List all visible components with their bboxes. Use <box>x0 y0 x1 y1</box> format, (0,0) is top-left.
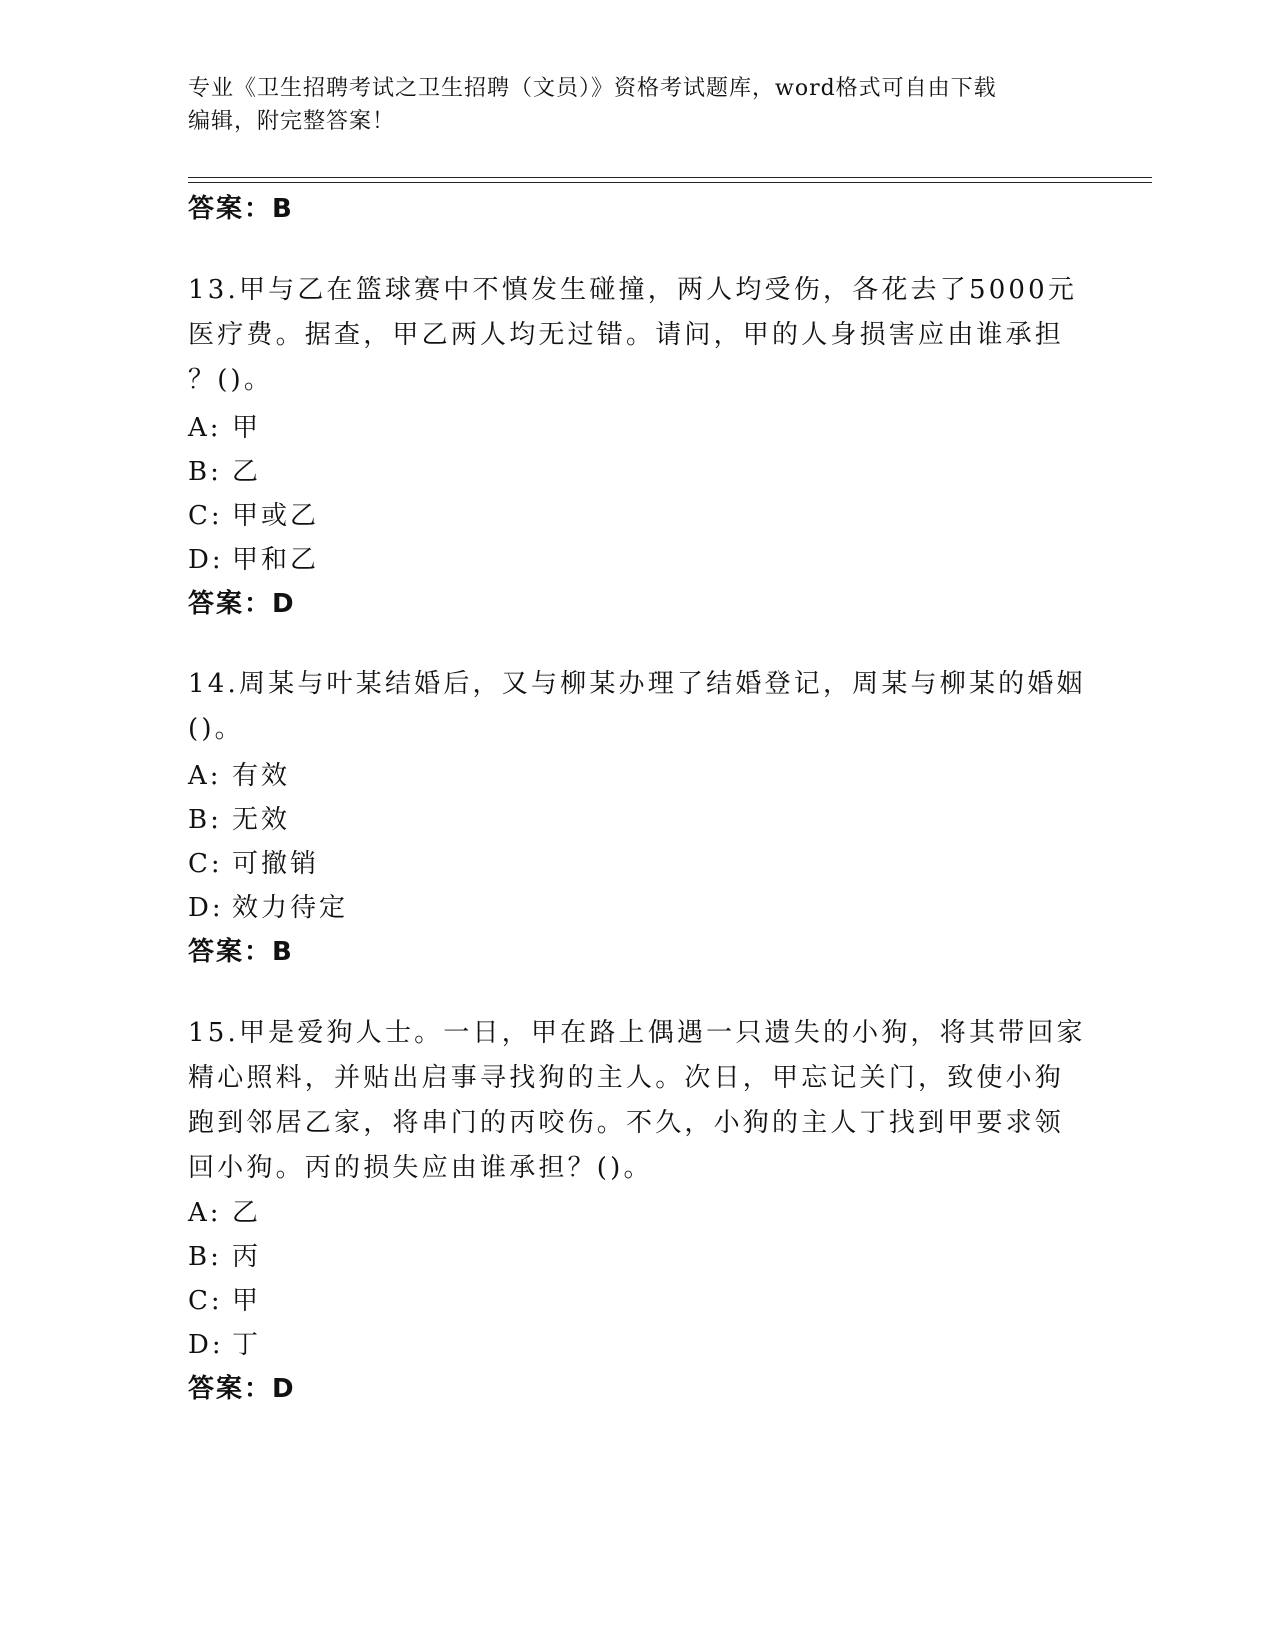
option-a: A: 乙 <box>188 1198 262 1228</box>
option-c: C: 甲或乙 <box>188 501 320 531</box>
question-15 <box>188 1011 1088 1191</box>
question-line: 14.周某与叶某结婚后，又与柳某办理了结婚登记，周某与柳某的婚姻 <box>188 669 1086 699</box>
option-c: C: 甲 <box>188 1286 262 1316</box>
option-a: A: 有效 <box>188 761 291 791</box>
answer-15: 答案：D <box>188 1374 296 1404</box>
question-line: ？()。 <box>188 365 274 395</box>
question-line: 跑到邻居乙家，将串门的丙咬伤。不久，小狗的主人丁找到甲要求领 <box>188 1108 1065 1138</box>
answer-previous: 答案：B <box>188 194 294 224</box>
question-line: 医疗费。据查，甲乙两人均无过错。请问，甲的人身损害应由谁承担 <box>188 320 1065 350</box>
option-b: B: 丙 <box>188 1242 262 1272</box>
question-line: 13.甲与乙在篮球赛中不慎发生碰撞，两人均受伤，各花去了5000元 <box>188 275 1078 305</box>
option-d: D: 效力待定 <box>188 893 349 923</box>
answer-14: 答案：B <box>188 937 294 967</box>
question-13 <box>188 268 1088 403</box>
document-header <box>188 72 1088 138</box>
question-line: 精心照料，并贴出启事寻找狗的主人。次日，甲忘记关门，致使小狗 <box>188 1063 1065 1093</box>
header-line-1: 专业《卫生招聘考试之卫生招聘（文员）》资格考试题库，word格式可自由下载 <box>188 76 997 101</box>
option-d: D: 丁 <box>188 1330 262 1360</box>
option-d: D: 甲和乙 <box>188 545 320 575</box>
option-b: B: 无效 <box>188 805 291 835</box>
question-14 <box>188 662 1088 752</box>
answer-13: 答案：D <box>188 589 296 619</box>
option-a: A: 甲 <box>188 413 262 443</box>
option-c: C: 可撤销 <box>188 849 320 879</box>
header-line-2: 编辑，附完整答案！ <box>188 109 396 134</box>
header-divider-bottom <box>188 182 1152 183</box>
question-line: ()。 <box>188 714 244 744</box>
option-b: B: 乙 <box>188 457 262 487</box>
question-line: 15.甲是爱狗人士。一日，甲在路上偶遇一只遗失的小狗，将其带回家 <box>188 1018 1086 1048</box>
question-line: 回小狗。丙的损失应由谁承担？()。 <box>188 1153 653 1183</box>
header-divider-top <box>188 177 1152 178</box>
